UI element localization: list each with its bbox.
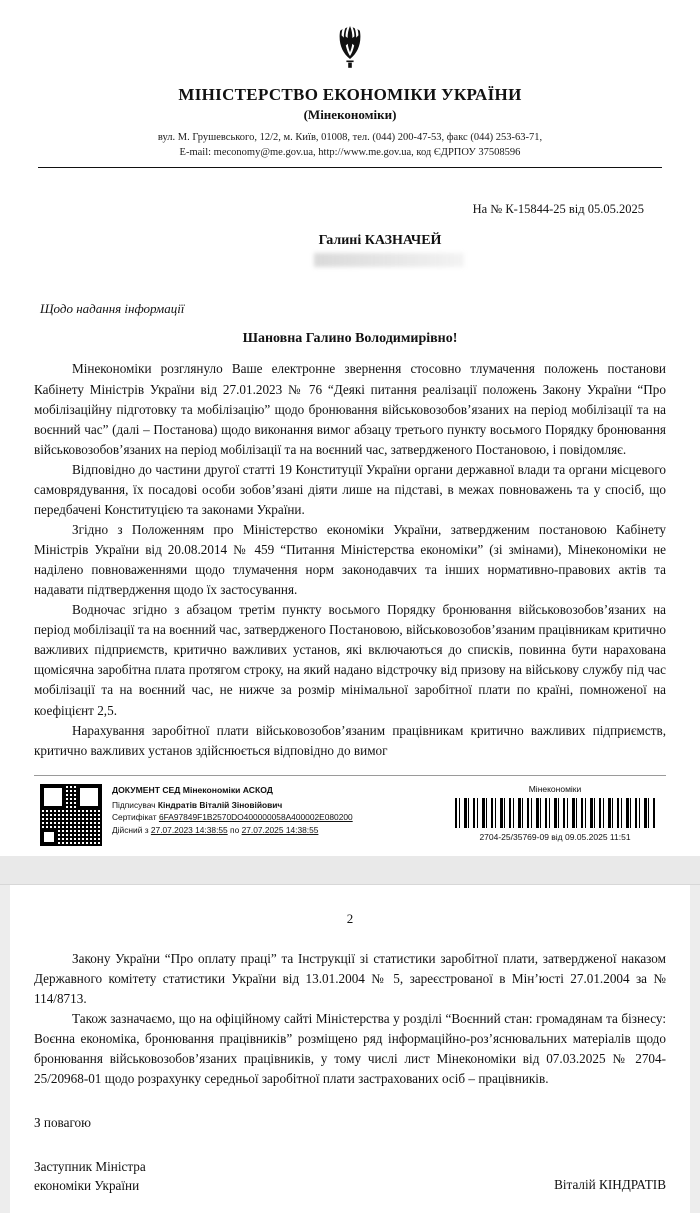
signer-title (34, 1157, 146, 1195)
qr-code-icon (40, 784, 102, 846)
paragraph: Нарахування заробітної плати військовозобов’язаним працівникам критично важливих підприємств, критично важливих установ здійснюється відповідно до вимог (34, 722, 666, 758)
sed-signer-row (112, 799, 440, 812)
sed-validity-to: 27.07.2025 14:38:55 (241, 824, 319, 835)
signature-row (34, 1157, 666, 1195)
sed-signer-label: Підписувач (112, 799, 156, 810)
organization-address: вул. М. Грушевського, 12/2, м. Київ, 01008, тел. (044) 200-47-53, факс (044) 253-63-71, (157, 132, 543, 143)
paragraph: Також зазначаємо, що на офіційному сайті Міністерства у розділі “Воєнний стан: громадянам та бізнесу: Воєнна економіка, бронювання працівників” розміщено ряд інформаційно-роз’яснювальних матеріалів щодо бронювання військовозобов’язаних працівників, у тому числі лист Мінекономіки від 07.03.2025 № 2704-25/20968-01 щодо розрахунку середньої заробітної плати застрахованих осіб – працівників. (34, 1010, 666, 1087)
organization-subtitle: (Мінекономіки) (303, 107, 397, 122)
salutation: Шановна Галино Володимирівно! (242, 331, 458, 347)
sed-validity-row (112, 824, 440, 837)
sed-validity-label: Дійсний з (112, 824, 149, 835)
letter-body-page2 (34, 949, 666, 1089)
sed-title: ДОКУМЕНТ СЕД Мінекономіки АСКОД (112, 784, 273, 795)
letter-sheet-2 (0, 884, 700, 1214)
addressee-redacted-line (314, 253, 464, 267)
sed-certificate-value: 6FA97849F1B2570DO400000058A400002E080200 (158, 812, 353, 823)
barcode-icon (455, 798, 655, 828)
digital-signature-strip (34, 775, 666, 856)
paragraph: Закону України “Про оплату праці” та Інструкції зі статистики заробітної плати, затвердженої наказом Державного комітету статистики України від 13.01.2004 № 5, зареєстрованої в Мін’юсті 27.01.2004 за № 114/8713. (34, 950, 666, 1006)
barcode-block (450, 784, 660, 842)
organization-email: E-mail: meconomy@me.gov.ua, http://www.me.gov.ua, код ЄДРПОУ 37508596 (179, 147, 521, 159)
sheet-edge-right (690, 885, 700, 1214)
signer-title-line-1: Заступник Міністра (34, 1159, 146, 1175)
sed-validity-separator: по (230, 824, 240, 835)
letter-body-page1 (34, 359, 666, 760)
barcode-caption: Мінекономіки (528, 783, 582, 794)
sed-signer-value: Кіндратів Віталій Зіновійович (157, 799, 283, 810)
header-divider (38, 167, 662, 168)
paragraph: Водночас згідно з абзацом третім пункту восьмого Порядку бронювання військовозобов’язаних на період мобілізації та на воєнний час, затвердженого Постановою, військовозобов’язаним працівникам критично важливих підприємств, критично важливих установ, які включаються до списків, повинна бути нарахована щомісячна заробітна плата протягом строку, на який надано відстрочку від призову на військову службу під час мобілізації та на воєнний час, не нижче за розмір мінімальної заробітної плати по країні, помноженої на коефіцієнт 2,5. (34, 602, 666, 718)
paragraph: Відповідно до частини другої статті 19 Конституції України органи державної влади та органи місцевого самоврядування, їх посадові особи зобов’язані діяти лише на підставі, в межах повноважень та у спосіб, що передбачені Конституцією та законами України. (34, 461, 666, 517)
letter-subject: Щодо надання інформації (40, 301, 185, 317)
sheet-edge-left (0, 885, 10, 1214)
emblem-container (34, 24, 666, 75)
paragraph: Згідно з Положенням про Міністерство економіки України, затвердженим постановою Кабінету Міністрів України від 20.08.2014 № 459 “Питання Міністерства економіки” (зі змінами), Мінекономіки не наділено повноваженнями щодо тлумачення норм законодавчих та інших нормативно-правових актів та надавати підтвердження щодо їх застосування. (34, 521, 666, 598)
sed-validity-from: 27.07.2023 14:38:55 (150, 824, 228, 835)
reference-number: На № К-15844-25 від 05.05.2025 (472, 202, 644, 217)
barcode-number: 2704-25/35769-09 від 09.05.2025 11:51 (479, 831, 631, 842)
sed-certificate-row (112, 811, 440, 824)
sed-certificate-label: Сертифікат (112, 812, 157, 823)
closing-line: З повагою (34, 1115, 91, 1131)
signer-title-line-2: економіки України (34, 1178, 140, 1194)
sed-signature-details (112, 784, 440, 837)
signer-name: Віталій КІНДРАТІВ (554, 1177, 666, 1193)
page-gap (0, 856, 700, 884)
ukraine-trident-emblem-icon (333, 24, 367, 70)
addressee-name: Галині КАЗНАЧЕЙ (318, 233, 442, 249)
paragraph: Мінекономіки розглянуло Ваше електронне звернення стосовно тлумачення положень постанови Кабінету Міністрів України від 27.01.2023 № 76 “Деякі питання реалізації положень Закону України “Про мобілізаційну підготовку та мобілізацію” щодо бронювання військовозобов’язаних на період мобілізації та на воєнний час” (далі – Постанова) щодо виконання вимог абзацу третього пункту восьмого Порядку бронювання військовозобов’язаних на період мобілізації та на воєнний час, затвердженого Постановою, і повідомляє. (34, 361, 666, 457)
page-number: 2 (346, 910, 354, 926)
organization-title: МІНІСТЕРСТВО ЕКОНОМІКИ УКРАЇНИ (178, 85, 522, 104)
